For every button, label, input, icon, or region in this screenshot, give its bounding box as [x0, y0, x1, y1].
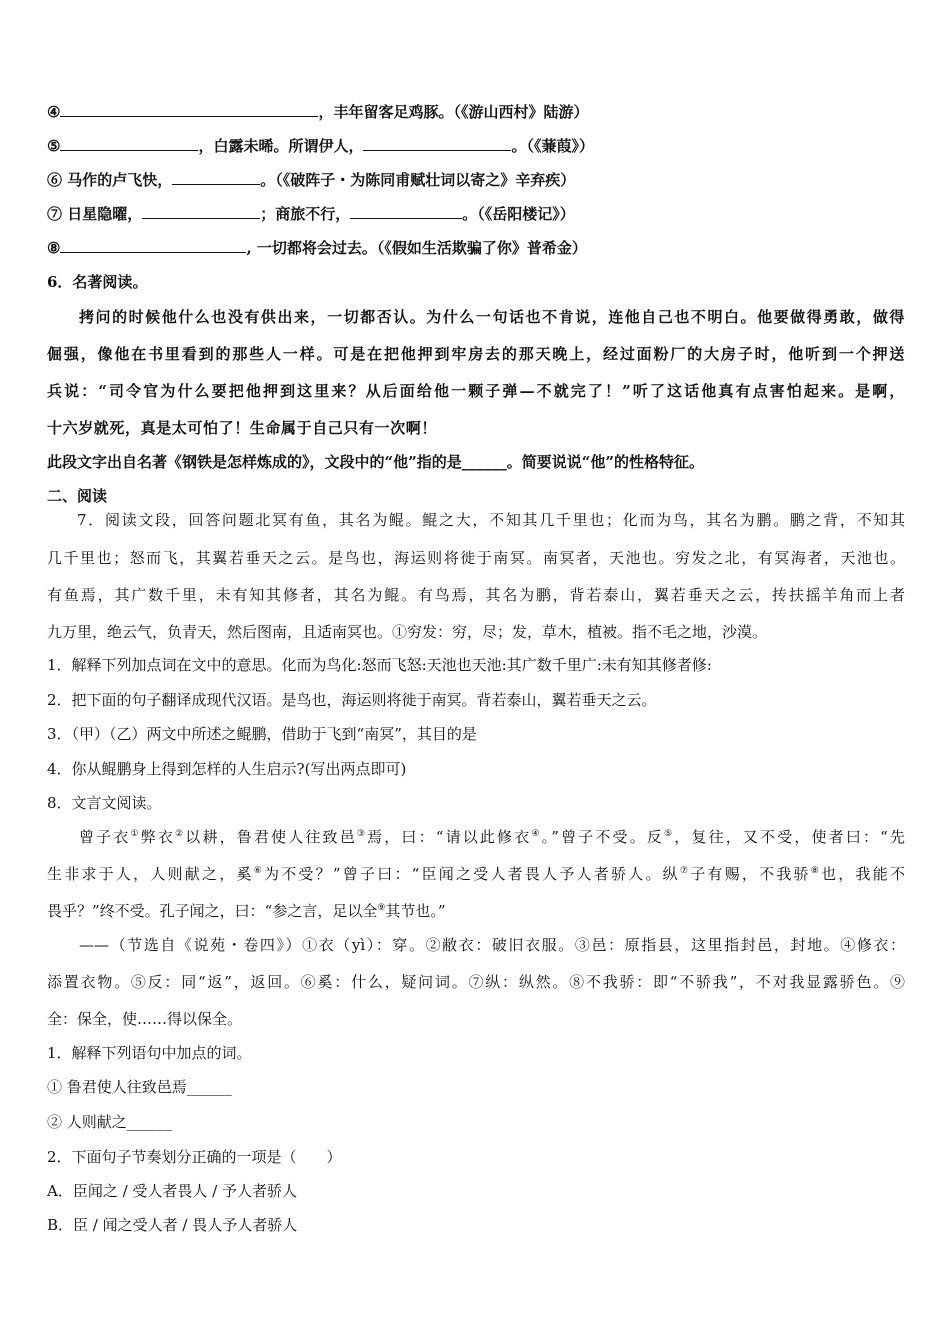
q6-passage-line-3: 兵说：“司令官为什么要把他押到这里来？从后面给他一颗子弹—不就完了！”听了这话他真有点害怕起来。是啊， — [47, 382, 905, 400]
poem-7-post: 。（《岳阳楼记》） — [462, 205, 575, 223]
q8-text: 子有赐，不我骄 — [690, 865, 811, 883]
footnote-marker: ③ — [356, 829, 368, 839]
poem-line-4 — [47, 102, 588, 122]
q7-passage-line-1: 7．阅读文段，回答问题北冥有鱼，其名为鲲。鲲之大，不知其几千里也；化而为鸟，其名为鹏。鹏之背，不知其 — [77, 511, 905, 529]
blank-7a[interactable] — [142, 204, 260, 219]
q8-text: 弊衣 — [140, 828, 176, 846]
footnote-marker: ⑨ — [377, 903, 386, 913]
q8-text: 以耕，鲁君使人往致邑 — [185, 828, 357, 846]
q7-sub-1: 1．解释下列加点词在文中的意思。化而为鸟化:怒而飞怒:天池也天池:其广数千里广:未有知其修者修: — [47, 656, 712, 674]
q8-text: 为不受？”曾子曰：“臣闻之受人者畏人予人者骄人。纵 — [263, 865, 680, 883]
q7-passage-line-2: 几千里也；怒而飞，其翼若垂天之云。是鸟也，海运则将徙于南冥。南冥者，天池也。穷发之北，有冥海者，天池也。 — [47, 549, 905, 567]
q8-notes-line-2: 添置衣物。⑤反：同“返”，返回。⑥奚：什么，疑问词。⑦纵：纵然。⑧不我骄：即“不骄我”，不对我显露骄色。⑨ — [47, 973, 905, 991]
q8-sub-1a: ① 鲁君使人往致邑焉______ — [47, 1078, 232, 1096]
q7-sub-3: 3．（甲）（乙）两文中所述之鲲鹏，借助于飞到“南冥”，其目的是 — [47, 725, 477, 743]
q8-option-b: B．臣 / 闻之受人者 / 畏人予人者骄人 — [47, 1216, 298, 1234]
q7-sub-4: 4．你从鲲鹏身上得到怎样的人生启示?(写出两点即可) — [47, 760, 407, 778]
q8-text: 焉，曰：“请以此修衣 — [367, 828, 532, 846]
q6-question: 此段文字出自名著《钢铁是怎样炼成的》，文段中的“他”指的是______。简要说说“他”的性格特征。 — [47, 453, 705, 471]
q8-sub-1b: ② 人则献之______ — [47, 1113, 172, 1131]
blank-4[interactable] — [60, 102, 318, 117]
blank-7b[interactable] — [350, 204, 462, 219]
q6-passage-line-4: 十六岁就死，真是太可怕了！生命属于自己只有一次啊！ — [47, 419, 438, 437]
q8-option-a: A．臣闻之 / 受人者畏人 / 予人者骄人 — [47, 1182, 298, 1200]
q8-text: 生非求于人，人则献之，奚 — [47, 865, 254, 883]
poem-8-post: , 一切都将会过去。（《假如生活欺骗了你》普希金） — [246, 239, 587, 257]
q8-text: 其节也。” — [385, 902, 446, 920]
q8-text: 。”曾子不受。反 — [541, 828, 665, 846]
q8-sub-1: 1．解释下列语句中加点的词。 — [47, 1044, 252, 1062]
q8-text: 也，我能不 — [821, 865, 905, 883]
q7-passage-line-3: 有鱼焉，其广数千里，未有知其修者，其名为鲲。有鸟焉，其名为鹏，背若泰山，翼若垂天之云，抟扶摇羊角而上者 — [47, 586, 905, 604]
q8-notes-line-3: 全：保全，使……得以保全。 — [47, 1010, 243, 1028]
poem-7-prefix: ⑦ 日星隐曜， — [47, 205, 143, 223]
blank-5b[interactable] — [363, 136, 511, 151]
poem-5-prefix: ⑤ — [47, 137, 61, 155]
footnote-marker: ① — [130, 829, 141, 839]
q8-passage-line-3 — [47, 901, 446, 921]
poem-5-post: 。（《蒹葭》） — [511, 137, 594, 155]
blank-5a[interactable] — [60, 136, 198, 151]
footnote-marker: ⑧ — [810, 866, 822, 876]
footnote-marker: ⑥ — [253, 866, 264, 876]
poem-4-text: ，丰年留客足鸡豚。（《游山西村》陆游） — [318, 103, 589, 121]
footnote-marker: ⑦ — [679, 866, 691, 876]
q8-text: ，复往，又不受，使者曰：“先 — [674, 828, 905, 846]
blank-8[interactable] — [60, 238, 246, 253]
q8-title: 8．文言文阅读。 — [47, 794, 162, 812]
q8-notes-line-1: ——（节选自《说苑・卷四》）①衣（yì）：穿。②敝衣：破旧衣服。③邑：原指县，这里指封邑，封地。④修衣： — [79, 936, 905, 954]
footnote-marker: ④ — [531, 829, 542, 839]
q6-passage-line-1: 拷问的时候他什么也没有供出来，一切都否认。为什么一句话也不肯说，连他自己也不明白。他要做得勇敢，做得 — [79, 308, 905, 326]
poem-8-prefix: ⑧ — [47, 239, 61, 257]
q6-passage-line-2: 倔强，像他在书里看到的那些人一样。可是在把他押到牢房去的那天晚上，经过面粉厂的大房子时，他听到一个押送 — [47, 345, 905, 363]
poem-7-mid: ；商旅不行， — [260, 205, 351, 223]
poem-line-5 — [47, 136, 594, 156]
q6-title: 6．名著阅读。 — [47, 273, 148, 291]
poem-5-mid: ，白露未晞。所谓伊人， — [198, 137, 364, 155]
q8-text: 畏乎？”终不受。孔子闻之，曰：“参之言，足以全 — [47, 902, 378, 920]
poem-6-post: 。（《破阵子・为陈同甫赋壮词以寄之》辛弃疾） — [260, 171, 576, 189]
poem-4-prefix: ④ — [47, 103, 61, 121]
poem-6-prefix: ⑥ 马作的卢飞快， — [47, 171, 173, 189]
section-2-title: 二、阅读 — [47, 487, 108, 505]
blank-6[interactable] — [172, 170, 260, 185]
q8-sub-2: 2．下面句子节奏划分正确的一项是（ ） — [47, 1148, 342, 1166]
q7-sub-2: 2．把下面的句子翻译成现代汉语。是鸟也，海运则将徙于南冥。背若泰山，翼若垂天之云。 — [47, 691, 657, 709]
q7-passage-line-4: 九万里，绝云气，负青天，然后图南，且适南冥也。①穷发：穷，尽；发，草木，植被。指不毛之地，沙漠。 — [47, 623, 768, 641]
q8-passage-line-2 — [47, 864, 905, 884]
footnote-marker: ② — [175, 829, 186, 839]
q8-passage-line-1 — [47, 827, 905, 847]
poem-line-6 — [47, 170, 575, 190]
footnote-marker: ⑤ — [664, 829, 675, 839]
poem-line-7 — [47, 204, 575, 224]
q8-text: 曾子衣 — [79, 828, 131, 846]
poem-line-8 — [47, 238, 587, 258]
